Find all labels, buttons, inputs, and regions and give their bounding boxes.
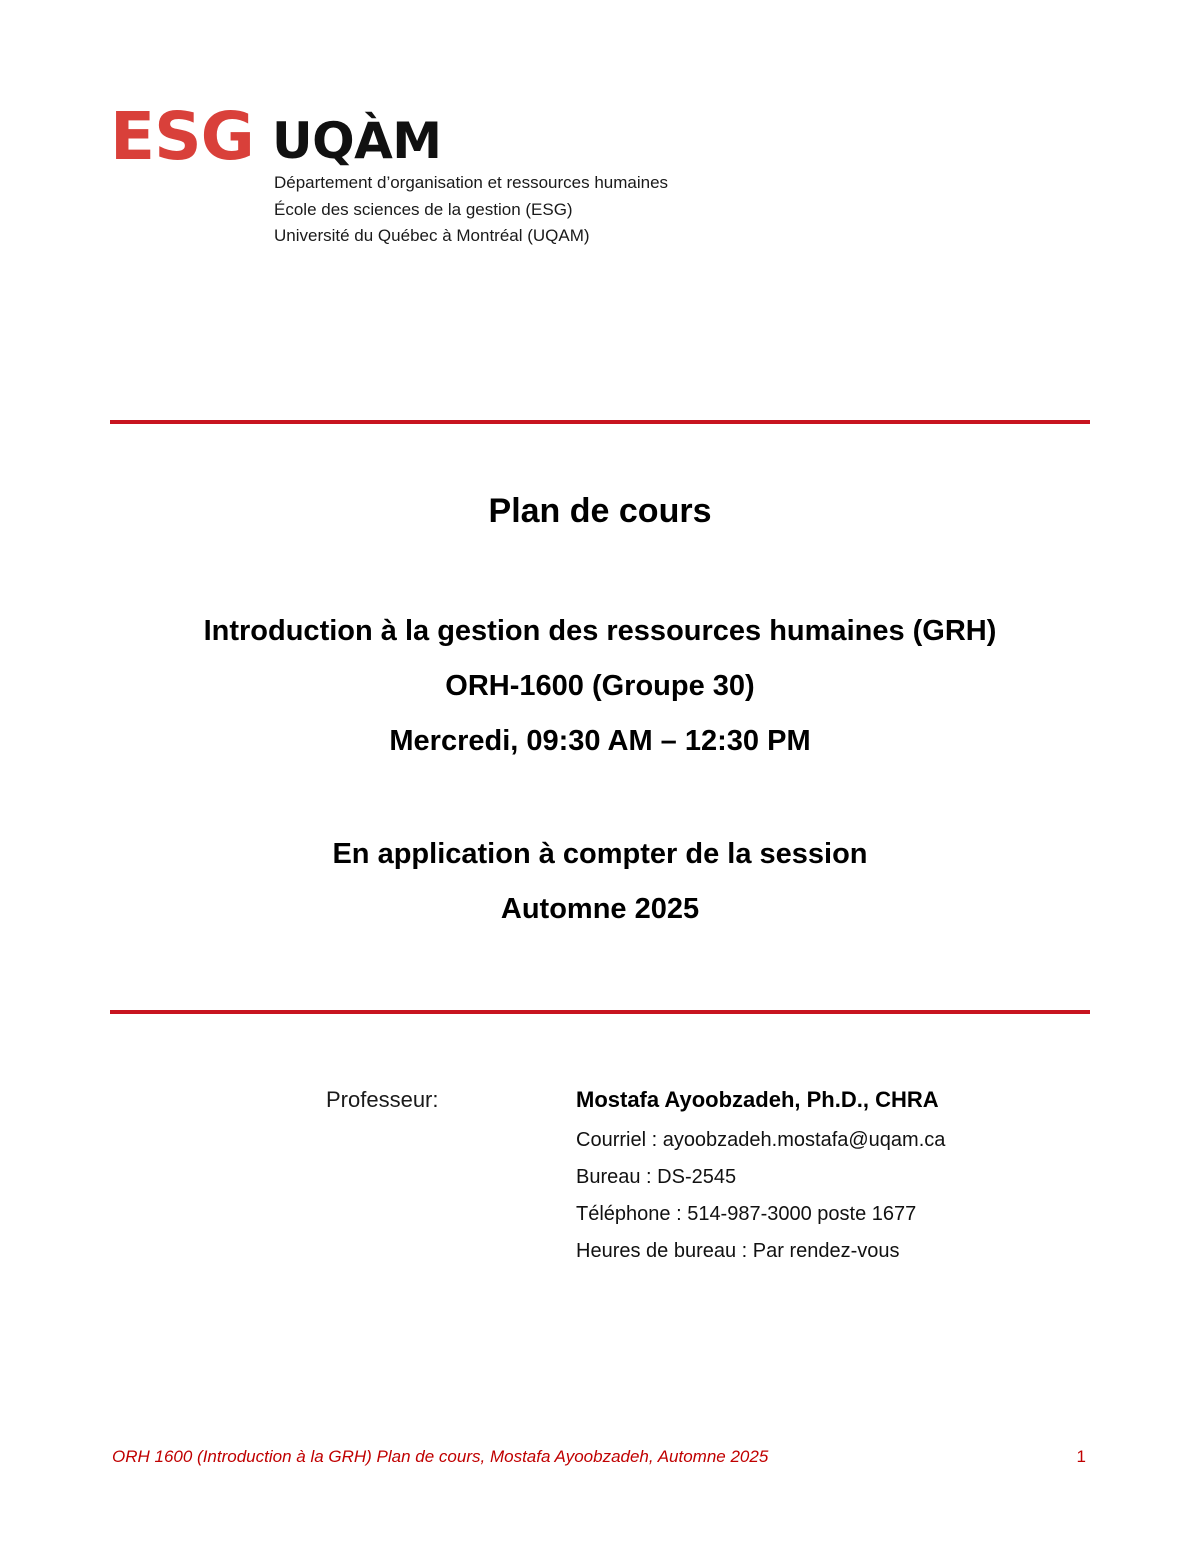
professor-name: Mostafa Ayoobzadeh, Ph.D., CHRA: [576, 1087, 939, 1112]
document-title: Plan de cours: [488, 492, 712, 530]
affiliation-school: École des sciences de la gestion (ESG): [274, 199, 573, 219]
session-intro: En application à compter de la session: [332, 838, 868, 870]
professor-email: Courriel : ayoobzadeh.mostafa@uqam.ca: [576, 1129, 946, 1151]
page-number: 1: [1076, 1447, 1086, 1466]
course-code: ORH-1600 (Groupe 30): [445, 670, 755, 702]
affiliation-block: [274, 170, 668, 250]
semester: Automne 2025: [500, 893, 700, 925]
affiliation-department: Département d’organisation et ressources humaines: [274, 173, 669, 192]
course-name: Introduction à la gestion des ressources humaines (GRH): [203, 615, 997, 647]
professor-label: Professeur:: [326, 1087, 439, 1112]
page-footer: ORH 1600 (Introduction à la GRH) Plan de cours, Mostafa Ayoobzadeh, Automne 2025: [112, 1447, 769, 1466]
professor-office-hours: Heures de bureau : Par rendez-vous: [576, 1240, 900, 1262]
bottom-divider: [110, 1010, 1090, 1014]
top-divider: [110, 420, 1090, 424]
esg-logo: ESG: [110, 98, 254, 175]
affiliation-university: Université du Québec à Montréal (UQAM): [274, 226, 590, 245]
professor-office: Bureau : DS-2545: [576, 1166, 737, 1188]
uqam-logo: UQÀM: [272, 112, 442, 170]
course-schedule: Mercredi, 09:30 AM – 12:30 PM: [389, 725, 811, 757]
professor-phone: Téléphone : 514-987-3000 poste 1677: [576, 1203, 917, 1225]
